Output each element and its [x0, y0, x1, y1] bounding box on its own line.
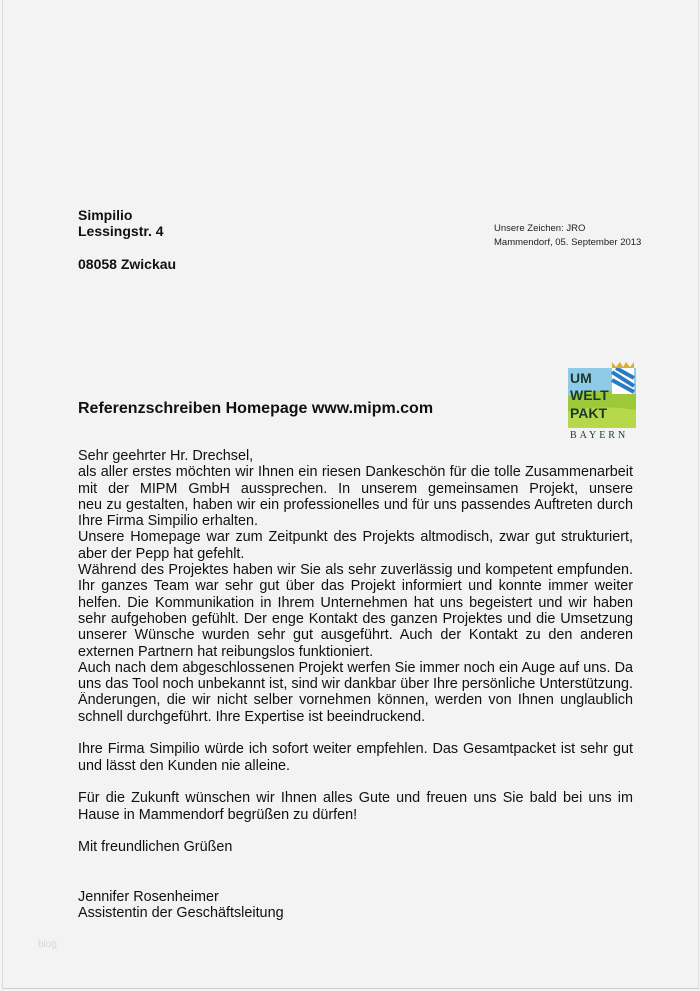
svg-text:UM: UM	[570, 370, 592, 386]
sender-city: 08058 Zwickau	[78, 256, 177, 272]
text-line: aber der Pepp hat gefehlt.	[78, 545, 245, 562]
text-line: Für die Zukunft wünschen wir Ihnen alles Gute und freuen uns Sie bald bei uns im	[78, 790, 633, 807]
paragraph-gap	[78, 774, 633, 790]
text-line: schnell durchgeführt. Ihre Expertise ist beeindruckend.	[78, 708, 426, 725]
text-line: Mit freundlichen Grüßen	[78, 839, 233, 856]
text-line: Sehr geehrter Hr. Drechsel,	[78, 448, 254, 464]
text-line: unserer Wünsche wurden sehr gut ausgeführt. Auch der Kontakt zu den anderen	[78, 627, 633, 644]
subject-line: Referenzschreiben Homepage www.mipm.com	[78, 400, 434, 417]
signature-role: Assistentin der Geschäftsleitung	[78, 905, 284, 922]
svg-text:WELT: WELT	[570, 387, 609, 403]
paragraph-gap	[78, 725, 633, 741]
paragraph	[78, 839, 633, 855]
text-line: Ihre Firma Simpilio erhalten.	[78, 513, 258, 530]
text-line: Ihr ganzes Team war sehr gut über das Projekt informiert und konnte immer weiter	[78, 578, 633, 595]
text-line: und lässt den Kunden nie alleine.	[78, 757, 291, 774]
sender-name: Simpilio	[78, 207, 133, 223]
paragraph	[78, 741, 633, 774]
text-line: mit der MIPM GmbH aussprechen. In unserem gemeinsamen Projekt, unsere	[78, 480, 633, 497]
text-line: Auch nach dem abgeschlossenen Projekt werfen Sie immer noch ein Auge auf uns. Da	[78, 659, 633, 676]
reference-sign: Unsere Zeichen: JRO	[494, 223, 586, 234]
paragraph	[78, 448, 633, 725]
umweltpakt-bayern-logo	[568, 362, 636, 440]
text-line: als aller erstes möchten wir Ihnen ein riesen Dankeschön für die tolle Zusammenarbeit	[78, 464, 633, 481]
svg-text:PAKT: PAKT	[570, 405, 608, 421]
paragraph	[78, 790, 633, 823]
text-line: sehr aufgehoben gefühlt. Der enge Kontakt des ganzen Projektes und die Umsetzung	[78, 610, 633, 627]
letter-body	[78, 448, 633, 855]
paragraph-gap	[78, 823, 633, 839]
place-date: Mammendorf, 05. September 2013	[494, 237, 642, 248]
text-line: Ihre Firma Simpilio würde ich sofort weiter empfehlen. Das Gesamtpacket ist sehr gut	[78, 741, 633, 758]
signature-name: Jennifer Rosenheimer	[78, 889, 219, 905]
text-line: Während des Projektes haben wir Sie als sehr zuverlässig und kompetent empfunden.	[78, 562, 633, 579]
text-line: Hause in Mammendorf begrüßen zu dürfen!	[78, 806, 358, 823]
text-line: Änderungen, die wir nicht selber vornehmen können, werden von Ihnen unglaublich	[78, 692, 633, 709]
text-line: Unsere Homepage war zum Zeitpunkt des Projekts altmodisch, zwar gut strukturiert,	[78, 529, 633, 546]
text-line: externen Partnern hat reibungslos funktioniert.	[78, 643, 374, 660]
svg-text:BAYERN: BAYERN	[570, 430, 629, 440]
sender-street: Lessingstr. 4	[78, 223, 164, 239]
signature-block	[78, 889, 633, 922]
text-line: neu zu gestalten, haben wir ein professionelles und für uns passendes Auftreten durch	[78, 496, 633, 513]
watermark: blog	[38, 939, 57, 950]
text-line: helfen. Die Kommunikation in Ihrem Unternehmen hat uns begeistert und wir haben	[78, 594, 633, 611]
text-line: uns das Tool noch unbekannt ist, sind wir dankbar über Ihre persönliche Unterstützung.	[78, 676, 633, 693]
